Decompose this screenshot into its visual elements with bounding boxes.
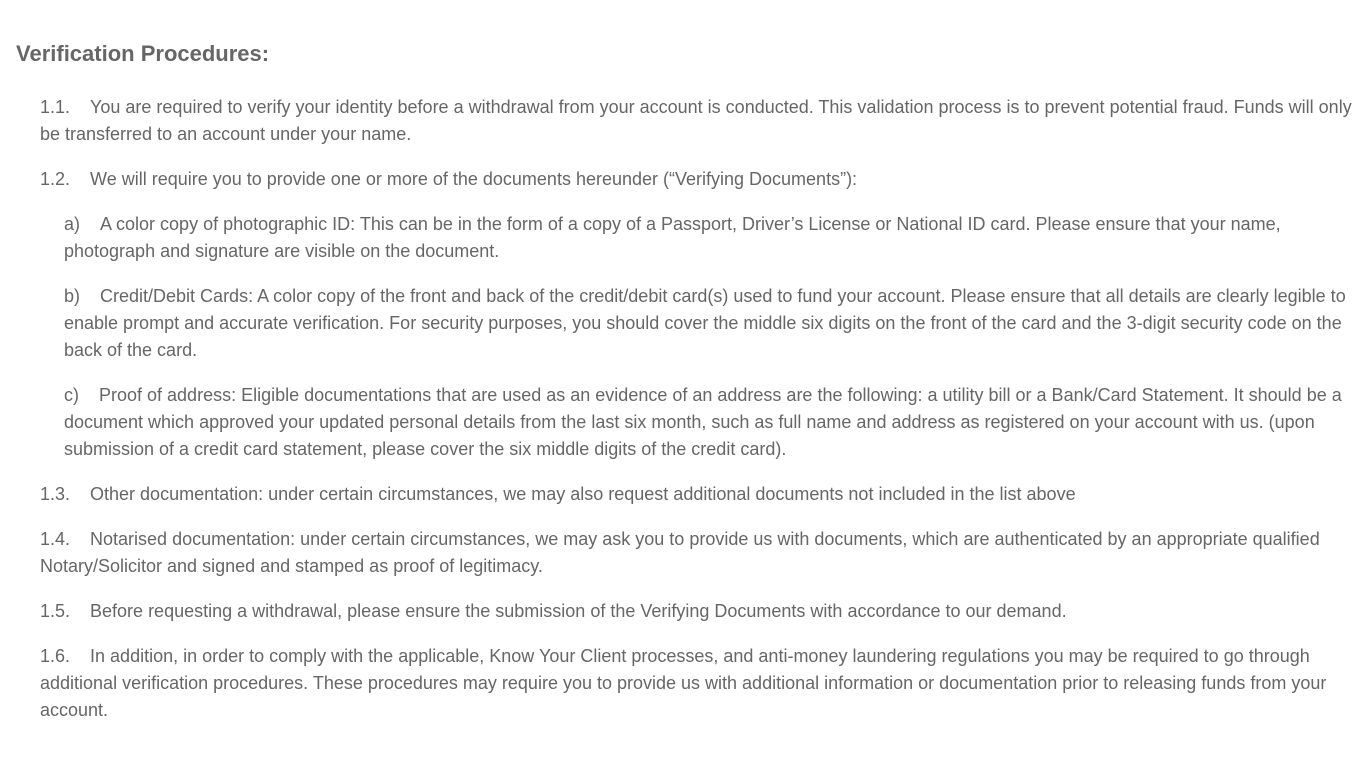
clause-1-4 <box>40 526 1360 580</box>
clause-1-2-c <box>64 382 1360 463</box>
clause-number: 1.1. <box>40 97 71 117</box>
clause-text: We will require you to provide one or more of the documents hereunder (“Verifying Documents”): <box>90 169 858 189</box>
clause-text: Credit/Debit Cards: A color copy of the front and back of the credit/debit card(s) used to fund your account. Please ensure that all details are clearly legible to enable prompt and accurate verification. For security purposes, you should cover the middle six digits on the front of the card and the 3-digit security code on the back of the card. <box>64 286 1346 360</box>
clause-number: 1.4. <box>40 529 71 549</box>
clause-1-3 <box>40 481 1360 508</box>
clause-text: Notarised documentation: under certain circumstances, we may ask you to provide us with documents, which are authenticated by an appropriate qualified Notary/Solicitor and signed and stamped as proof of legitimacy. <box>40 529 1320 576</box>
clause-1-2-a <box>64 211 1360 265</box>
clause-1-6 <box>40 643 1360 724</box>
clause-number: 1.3. <box>40 484 71 504</box>
clause-number: c) <box>64 385 79 405</box>
clause-number: a) <box>64 214 81 234</box>
clause-text: In addition, in order to comply with the applicable, Know Your Client processes, and anti-money laundering regulations you may be required to go through additional verification procedures. These procedures may require you to provide us with additional information or documentation prior to releasing funds from your account. <box>40 646 1327 720</box>
page-title: Verification Procedures: <box>16 41 270 66</box>
clause-text: Proof of address: Eligible documentations that are used as an evidence of an address are the following: a utility bill or a Bank/Card Statement. It should be a document which approved your updated personal details from the last six month, such as full name and address as registered on your account with us. (upon submission of a credit card statement, please cover the six middle digits of the credit card). <box>64 385 1342 459</box>
clause-1-5 <box>40 598 1360 625</box>
clause-1-2 <box>40 166 1360 193</box>
clause-text: Other documentation: under certain circumstances, we may also request additional documents not included in the list above <box>90 484 1076 504</box>
clause-number: 1.2. <box>40 169 71 189</box>
clause-text: You are required to verify your identity before a withdrawal from your account is conducted. This validation process is to prevent potential fraud. Funds will only be transferred to an account under your name. <box>40 97 1352 144</box>
clause-number: 1.5. <box>40 601 71 621</box>
clause-1-1 <box>40 94 1360 148</box>
clause-1-2-b <box>64 283 1360 364</box>
clause-number: b) <box>64 286 81 306</box>
clause-text: A color copy of photographic ID: This can be in the form of a copy of a Passport, Driver’s License or National ID card. Please ensure that your name, photograph and signature are visible on the document. <box>64 214 1281 261</box>
clause-text: Before requesting a withdrawal, please ensure the submission of the Verifying Documents with accordance to our demand. <box>90 601 1067 621</box>
clause-number: 1.6. <box>40 646 71 666</box>
